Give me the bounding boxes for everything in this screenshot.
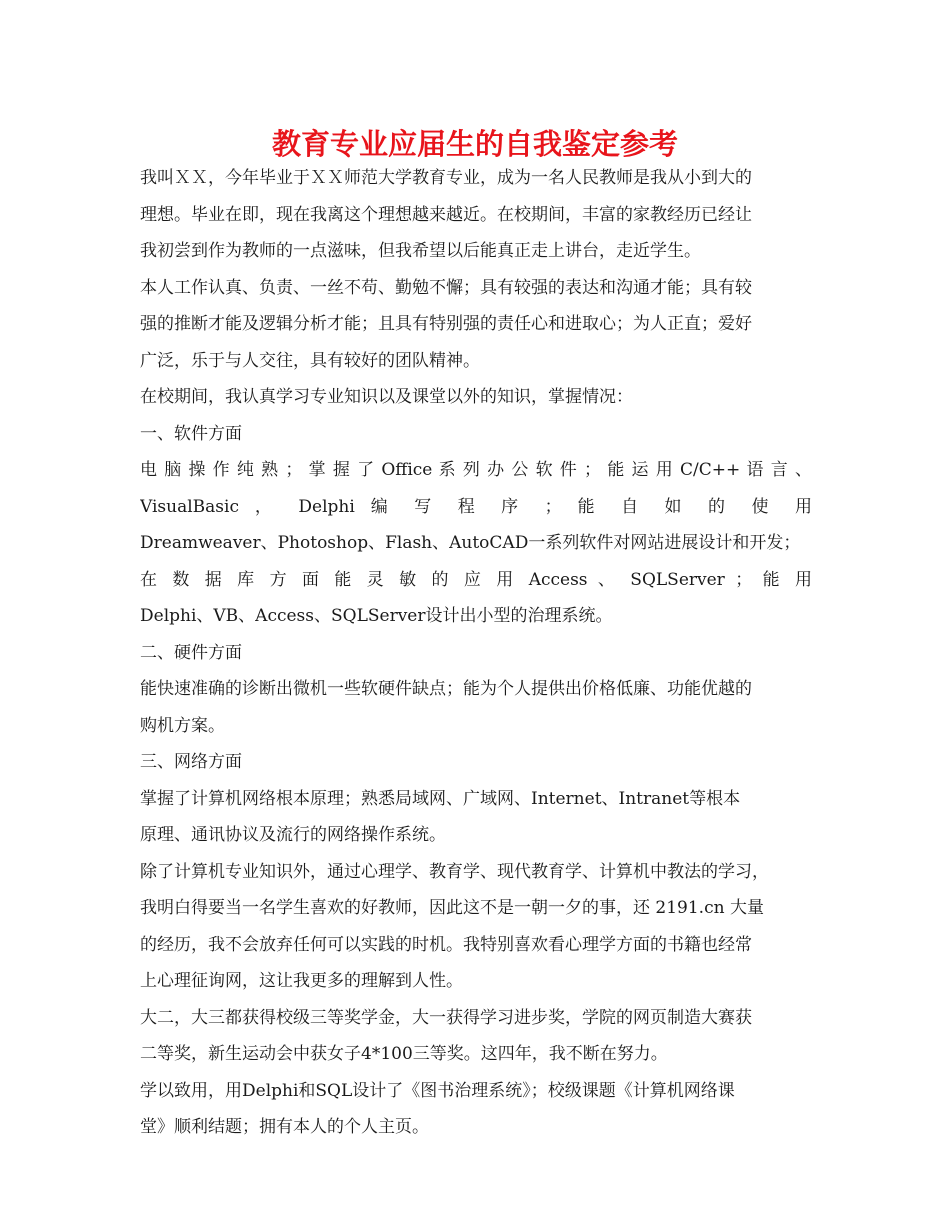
body-line: 我明白得要当一名学生喜欢的好教师，因此这不是一朝一夕的事，还 2191.cn 大量: [140, 898, 764, 918]
body-line: 我叫ＸＸ，今年毕业于ＸＸ师范大学教育专业，成为一名人民教师是我从小到大的: [140, 168, 752, 188]
document-title: 教育专业应届生的自我鉴定参考: [271, 127, 678, 161]
section-heading: 一、软件方面: [140, 423, 242, 444]
body-line: 原理、通讯协议及流行的网络操作系统。: [140, 825, 446, 845]
body-line: 上心理征询网，这让我更多的理解到人性。: [140, 971, 463, 991]
body-line: 学以致用，用Delphi和SQL设计了《图书治理系统》；校级课题《计算机网络课: [140, 1080, 735, 1101]
document-body: [140, 160, 812, 1146]
body-line: 强的推断才能及逻辑分析才能；且具有特别强的责任心和进取心；为人正直；爱好: [140, 314, 752, 334]
section-heading: 二、硬件方面: [140, 642, 242, 663]
body-line: 本人工作认真、负责、一丝不苟、勤勉不懈；具有较强的表达和沟通才能；具有较: [140, 277, 752, 298]
body-line: Delphi、VB、Access、SQLServer设计出小型的治理系统。: [140, 606, 613, 626]
body-line: 在校期间，我认真学习专业知识以及课堂以外的知识，掌握情况：: [140, 387, 633, 407]
body-line: 堂》顺利结题；拥有本人的个人主页。: [140, 1117, 429, 1137]
body-line: 掌握了计算机网络根本原理；熟悉局域网、广域网、Internet、Intranet等根本: [140, 788, 741, 809]
body-line: 购机方案。: [140, 715, 225, 736]
body-line: VisualBasic ， Delphi 编 写 程 序 ； 能 自 如 的 使 用: [140, 496, 812, 517]
body-line: 广泛，乐于与人交往，具有较好的团队精神。: [140, 350, 480, 371]
body-line: 的经历，我不会放弃任何可以实践的时机。我特别喜欢看心理学方面的书籍也经常: [140, 934, 752, 955]
body-line: 电 脑 操 作 纯 熟 ； 掌 握 了 Office 系 列 办 公 软 件 ； 能 运 用 C/C++ 语 言 、: [140, 460, 812, 480]
section-heading: 三、网络方面: [140, 752, 242, 772]
body-line: 二等奖，新生运动会中获女子4*100三等奖。这四年，我不断在努力。: [140, 1044, 668, 1064]
body-line: 大二，大三都获得校级三等奖学金，大一获得学习进步奖，学院的网页制造大赛获: [140, 1007, 752, 1028]
body-line: 我初尝到作为教师的一点滋味，但我希望以后能真正走上讲台，走近学生。: [140, 241, 701, 261]
body-line: 除了计算机专业知识外，通过心理学、教育学、现代教育学、计算机中教法的学习，: [140, 861, 769, 882]
body-line: Dreamweaver、Photoshop、Flash、AutoCAD一系列软件对网站进展设计和开发；: [140, 533, 801, 553]
body-line: 能快速准确的诊断出微机一些软硬件缺点；能为个人提供出价格低廉、功能优越的: [140, 679, 752, 699]
body-line: 在 数 据 库 方 面 能 灵 敏 的 应 用 Access 、 SQLServer ； 能 用: [140, 569, 812, 590]
body-line: 理想。毕业在即，现在我离这个理想越来越近。在校期间，丰富的家教经历已经让: [140, 204, 752, 225]
